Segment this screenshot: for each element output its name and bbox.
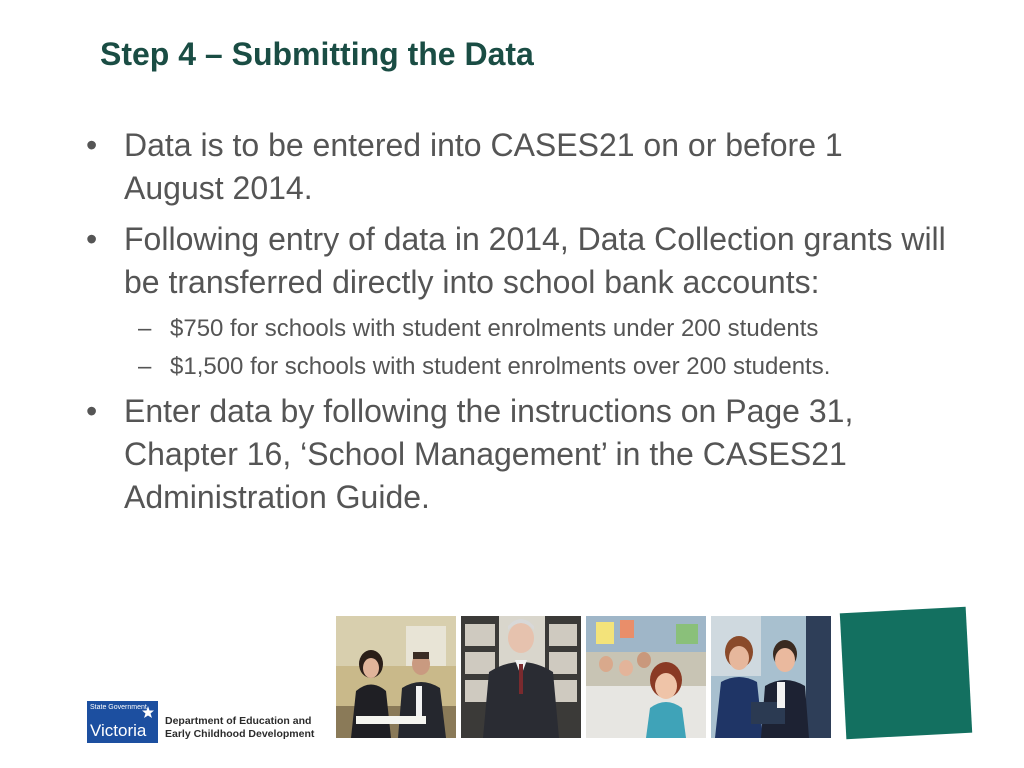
photo-office-meeting xyxy=(336,616,456,738)
bullet-text: Following entry of data in 2014, Data Collection grants will be transferred directly into school bank accounts: xyxy=(124,221,946,300)
bullet-marker: • xyxy=(86,393,98,429)
bullet-item xyxy=(86,218,946,304)
sub-bullet-list xyxy=(86,312,946,384)
sub-bullet-item xyxy=(86,350,946,384)
photo-classroom xyxy=(586,616,706,738)
logo-department-text xyxy=(165,715,314,741)
sub-bullet-text: $750 for schools with student enrolments under 200 students xyxy=(170,315,819,342)
logo-small-text: State Government xyxy=(90,704,147,711)
sub-bullet-marker: – xyxy=(138,353,152,380)
bullet-text: Data is to be entered into CASES21 on or before 1 August 2014. xyxy=(124,127,843,206)
slide-title: Step 4 – Submitting the Data xyxy=(100,36,534,72)
decorative-green-square xyxy=(840,607,972,739)
photo-principal xyxy=(461,616,581,738)
logo-box xyxy=(87,701,158,743)
photo-teacher-student xyxy=(711,616,831,738)
logo-department-line2: Early Childhood Development xyxy=(165,728,315,740)
bullet-text: Enter data by following the instructions on Page 31, Chapter 16, ‘School Management’ in the CASES21 Administration Guide. xyxy=(124,393,854,515)
bullet-marker: • xyxy=(86,221,98,257)
photo-strip xyxy=(336,616,836,738)
logo-department-line1: Department of Education and xyxy=(165,715,312,727)
logo-state-text: Victoria xyxy=(90,721,147,740)
victoria-government-logo xyxy=(87,698,327,746)
bullet-item xyxy=(86,390,946,519)
bullet-marker: • xyxy=(86,127,98,163)
sub-bullet-text: $1,500 for schools with student enrolments over 200 students. xyxy=(170,353,831,380)
bullet-list xyxy=(86,124,946,527)
bullet-item xyxy=(86,124,946,210)
sub-bullet-item xyxy=(86,312,946,346)
sub-bullet-marker: – xyxy=(138,315,152,342)
